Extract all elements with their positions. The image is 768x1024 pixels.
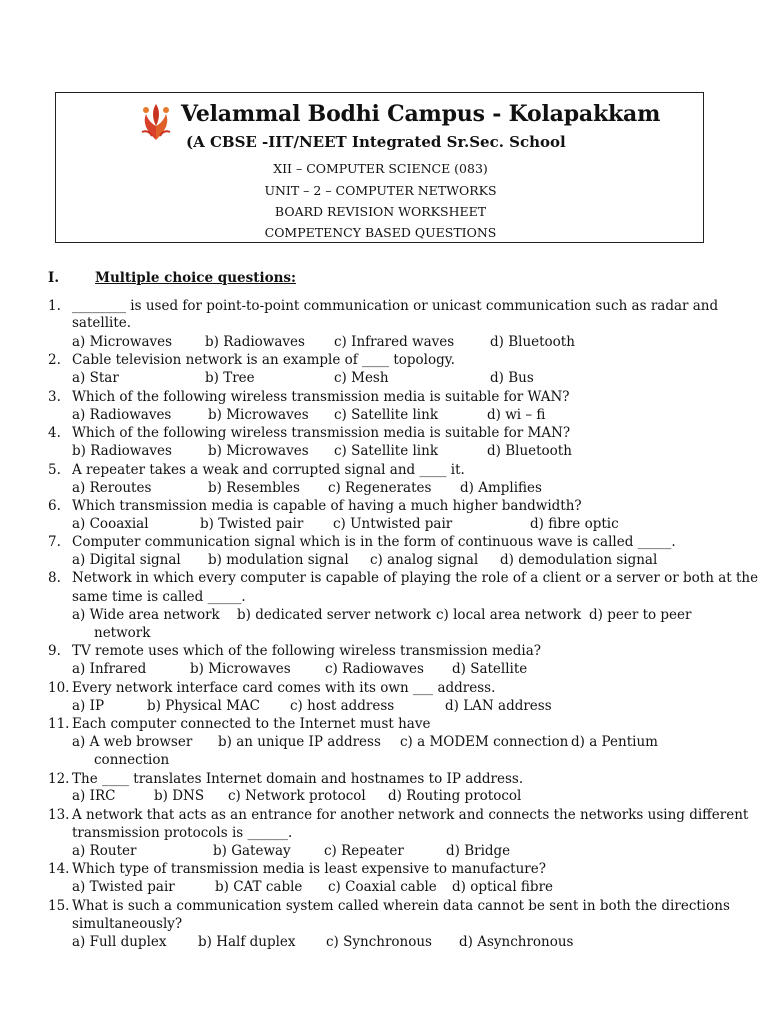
answer-option: b) Twisted pair <box>200 516 304 532</box>
question-text: A repeater takes a weak and corrupted signal and ____ it. <box>72 462 465 478</box>
answer-option: a) Microwaves <box>72 334 173 350</box>
question-text: Which of the following wireless transmission media is suitable for MAN? <box>72 425 571 441</box>
answer-option: b) Microwaves <box>208 443 309 459</box>
question-number: 1. <box>48 298 61 314</box>
answer-option: b) an unique IP address <box>218 734 381 750</box>
answer-option: d) Bridge <box>446 843 511 859</box>
question-number: 14. <box>48 861 70 877</box>
question-text: Computer communication signal which is in the form of continuous wave is called _____. <box>72 534 676 550</box>
answer-option: c) Regenerates <box>328 480 432 496</box>
question-text: Which type of transmission media is least expensive to manufacture? <box>72 861 546 877</box>
question-number: 13. <box>48 807 70 823</box>
competency-line: COMPETENCY BASED QUESTIONS <box>264 225 497 240</box>
answer-option: b) Radiowaves <box>72 443 172 459</box>
question-text: satellite. <box>72 315 132 331</box>
answer-option: a) Full duplex <box>72 934 167 950</box>
answer-option-continuation: connection <box>94 752 170 768</box>
answer-option: c) Satellite link <box>334 443 438 459</box>
answer-option: c) analog signal <box>370 552 479 568</box>
answer-option: b) dedicated server network <box>237 607 431 623</box>
answer-option: b) CAT cable <box>215 879 303 895</box>
question-number: 4. <box>48 425 61 441</box>
answer-option: d) a Pentium <box>571 734 658 750</box>
question-text: ________ is used for point-to-point communication or unicast communication such as radar and <box>72 298 719 314</box>
answer-option: c) Repeater <box>324 843 404 859</box>
answer-option: b) Radiowaves <box>205 334 305 350</box>
answer-option: a) Infrared <box>72 661 147 677</box>
header-box <box>55 92 704 243</box>
question-number: 7. <box>48 534 61 550</box>
question-text: Cable television network is an example of ____ topology. <box>72 352 455 368</box>
answer-option: a) Radiowaves <box>72 407 172 423</box>
question-text: Which of the following wireless transmission media is suitable for WAN? <box>72 389 570 405</box>
question-number: 15. <box>48 898 70 914</box>
school-subtitle: (A CBSE -IIT/NEET Integrated Sr.Sec. School <box>186 133 566 151</box>
question-text: Every network interface card comes with its own ___ address. <box>72 680 496 696</box>
answer-option: b) DNS <box>154 788 205 804</box>
answer-option: c) local area network <box>436 607 582 623</box>
answer-option: b) Physical MAC <box>147 698 260 714</box>
answer-option: d) optical fibre <box>452 879 554 895</box>
question-number: 12. <box>48 771 70 787</box>
answer-option: b) Gateway <box>213 843 291 859</box>
answer-option: b) Half duplex <box>198 934 296 950</box>
answer-option: c) Radiowaves <box>325 661 424 677</box>
answer-option: a) Wide area network <box>72 607 220 623</box>
answer-option: d) Bus <box>490 370 534 386</box>
question-number: 6. <box>48 498 61 514</box>
question-text: Network in which every computer is capable of playing the role of a client or a server or both at the <box>72 570 759 586</box>
section-title: Multiple choice questions: <box>95 270 296 286</box>
answer-option: d) peer to peer <box>589 607 692 623</box>
answer-option: c) Synchronous <box>326 934 432 950</box>
answer-option: c) Satellite link <box>334 407 438 423</box>
course-line: XII – COMPUTER SCIENCE (083) <box>273 161 488 176</box>
question-text: same time is called _____. <box>72 589 246 605</box>
answer-option: a) Digital signal <box>72 552 181 568</box>
answer-option: c) Mesh <box>334 370 389 386</box>
unit-line: UNIT – 2 – COMPUTER NETWORKS <box>264 183 497 198</box>
answer-option: c) a MODEM connection <box>400 734 569 750</box>
question-text: Each computer connected to the Internet must have <box>72 716 431 732</box>
question-text: simultaneously? <box>72 916 183 932</box>
answer-option: a) IP <box>72 698 105 714</box>
answer-option: d) Routing protocol <box>388 788 522 804</box>
answer-option: a) IRC <box>72 788 116 804</box>
question-text: transmission protocols is ______. <box>72 825 293 841</box>
answer-option: a) Router <box>72 843 137 859</box>
answer-option: c) Infrared waves <box>334 334 455 350</box>
answer-option: d) wi – fi <box>487 407 546 423</box>
question-number: 5. <box>48 462 61 478</box>
answer-option: d) Satellite <box>452 661 528 677</box>
question-number: 11. <box>48 716 70 732</box>
answer-option: d) demodulation signal <box>500 552 658 568</box>
answer-option: a) Cooaxial <box>72 516 149 532</box>
section-number: I. <box>48 270 60 286</box>
answer-option-continuation: network <box>94 625 151 641</box>
answer-option: d) Asynchronous <box>459 934 574 950</box>
question-number: 3. <box>48 389 61 405</box>
question-number: 10. <box>48 680 70 696</box>
question-number: 2. <box>48 352 61 368</box>
answer-option: a) A web browser <box>72 734 193 750</box>
answer-option: d) Bluetooth <box>490 334 575 350</box>
answer-option: b) Microwaves <box>208 407 309 423</box>
question-text: What is such a communication system called wherein data cannot be sent in both the directions <box>72 898 730 914</box>
answer-option: c) Network protocol <box>228 788 366 804</box>
question-text: A network that acts as an entrance for another network and connects the networks using different <box>72 807 749 823</box>
answer-option: b) Tree <box>205 370 255 386</box>
answer-option: d) Bluetooth <box>487 443 572 459</box>
answer-option: a) Star <box>72 370 119 386</box>
answer-option: b) Microwaves <box>190 661 291 677</box>
answer-option: c) Untwisted pair <box>333 516 453 532</box>
answer-option: c) Coaxial cable <box>328 879 437 895</box>
answer-option: a) Reroutes <box>72 480 152 496</box>
answer-option: d) LAN address <box>445 698 552 714</box>
answer-option: b) Resembles <box>208 480 300 496</box>
question-text: TV remote uses which of the following wireless transmission media? <box>72 643 542 659</box>
question-number: 9. <box>48 643 61 659</box>
question-text: Which transmission media is capable of having a much higher bandwidth? <box>72 498 582 514</box>
question-number: 8. <box>48 570 61 586</box>
answer-option: c) host address <box>290 698 395 714</box>
school-logo-icon <box>138 102 174 142</box>
answer-option: d) fibre optic <box>530 516 619 532</box>
school-name: Velammal Bodhi Campus - Kolapakkam <box>181 101 661 127</box>
worksheet-line: BOARD REVISION WORKSHEET <box>274 204 487 219</box>
answer-option: d) Amplifies <box>460 480 542 496</box>
answer-option: b) modulation signal <box>208 552 349 568</box>
question-text: The ____ translates Internet domain and hostnames to IP address. <box>72 771 524 787</box>
answer-option: a) Twisted pair <box>72 879 175 895</box>
